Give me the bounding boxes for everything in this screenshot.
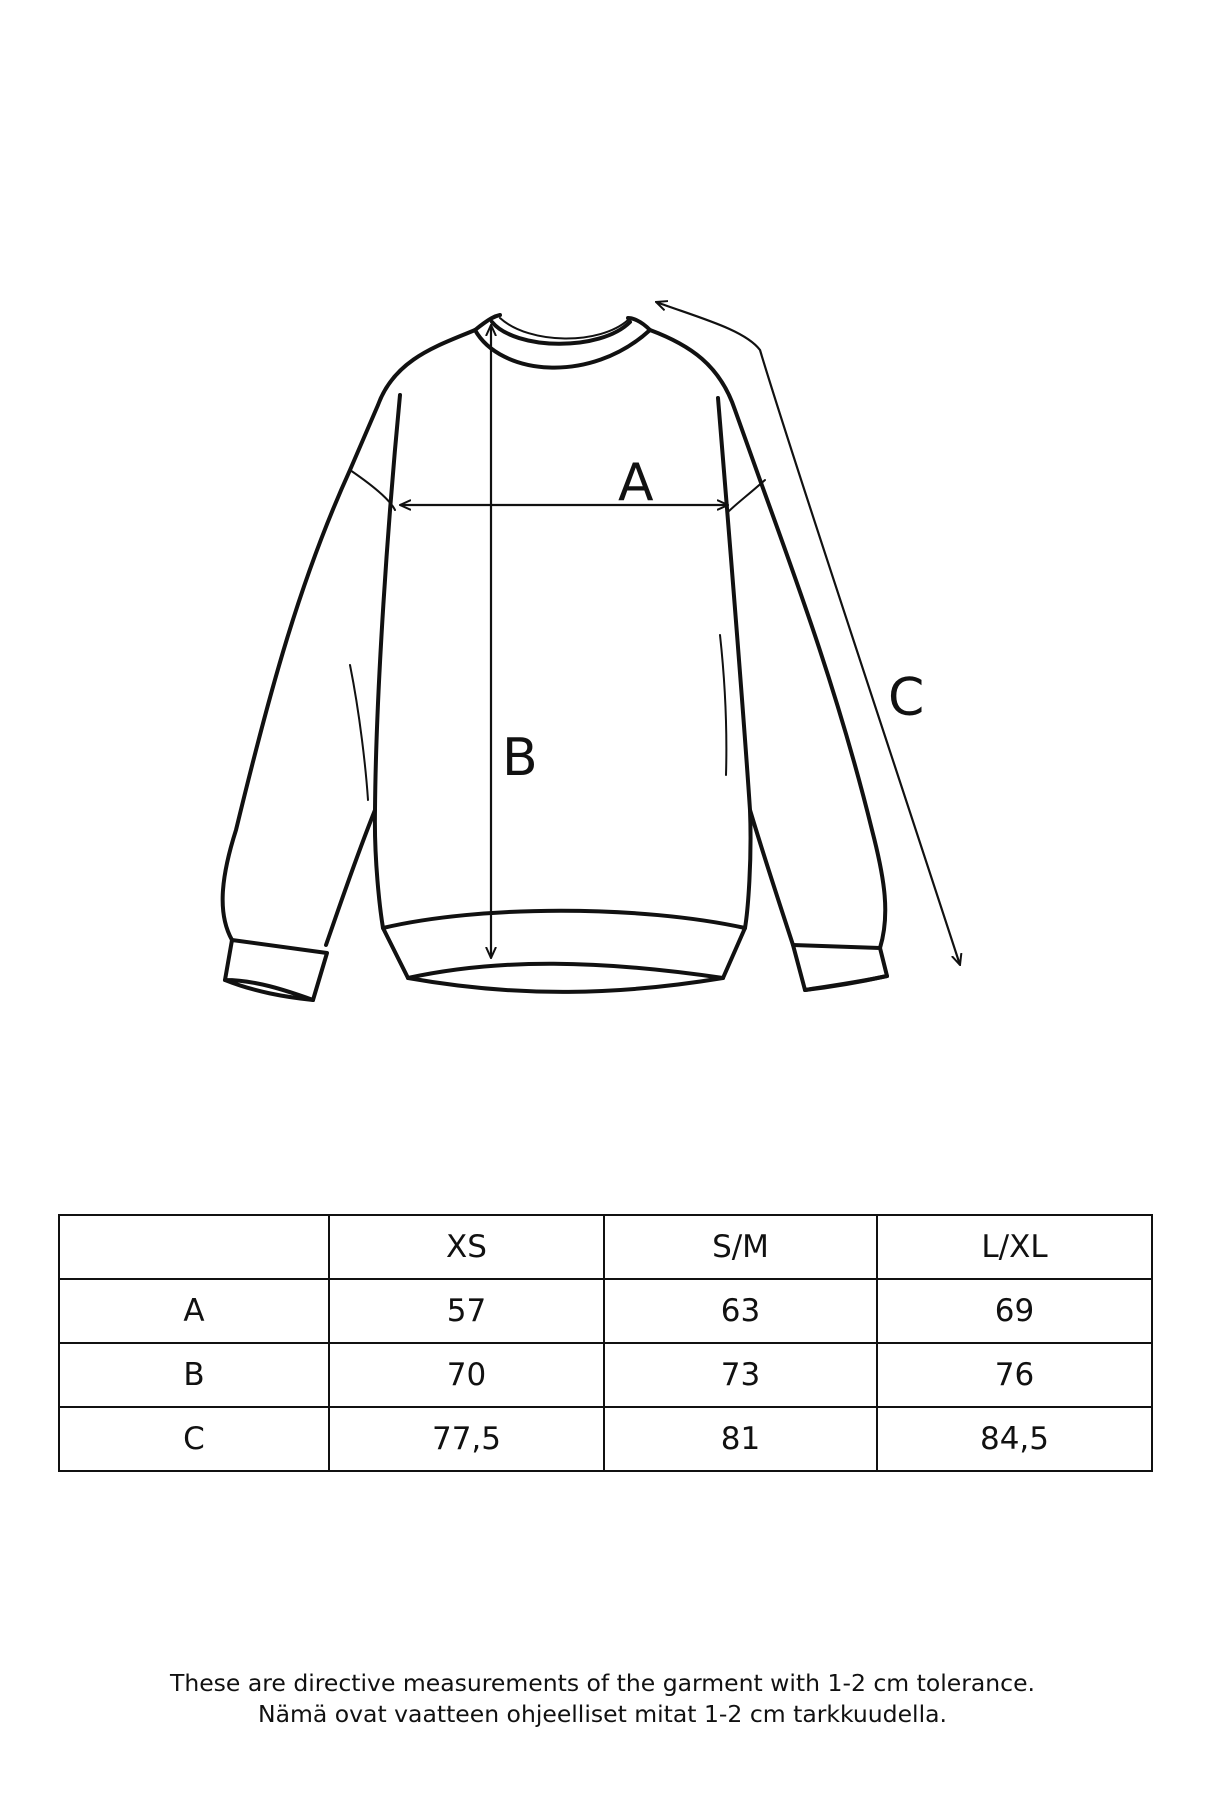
table-cell: 63 xyxy=(604,1279,877,1343)
table-cell: 70 xyxy=(329,1343,604,1407)
footnote xyxy=(0,1668,1205,1730)
table-cell: 73 xyxy=(604,1343,877,1407)
size-table xyxy=(58,1214,1153,1472)
measure-a-label: A xyxy=(618,453,654,513)
sweatshirt-outline xyxy=(223,315,887,1000)
left-sleeve-inner xyxy=(326,810,375,945)
row-label-b: B xyxy=(59,1343,329,1407)
measure-c-label: C xyxy=(888,668,925,728)
collar-inner xyxy=(492,322,630,344)
header-corner-cell xyxy=(59,1215,329,1279)
hem-band xyxy=(383,911,745,978)
body-left-side xyxy=(375,395,400,928)
right-shoulder-seam xyxy=(728,480,765,512)
collar-outer xyxy=(475,330,650,368)
footnote-finnish: Nämä ovat vaatteen ohjeelliset mitat 1-2 cm tarkkuudella. xyxy=(258,1700,947,1728)
table-cell: 76 xyxy=(877,1343,1152,1407)
row-label-a: A xyxy=(59,1279,329,1343)
right-fold-line xyxy=(720,635,726,775)
left-sleeve-outer xyxy=(223,330,475,940)
left-fold-line xyxy=(350,665,368,800)
measure-b-label: B xyxy=(502,728,538,788)
table-cell: 69 xyxy=(877,1279,1152,1343)
header-size-sm: S/M xyxy=(604,1215,877,1279)
table-row xyxy=(59,1343,1152,1407)
table-cell: 84,5 xyxy=(877,1407,1152,1471)
right-sleeve-inner xyxy=(750,810,793,945)
measure-c-arrow xyxy=(656,302,960,965)
footnote-english: These are directive measurements of the garment with 1-2 cm tolerance. xyxy=(169,1669,1036,1697)
table-cell: 57 xyxy=(329,1279,604,1343)
right-sleeve-outer xyxy=(650,330,885,948)
left-shoulder-seam xyxy=(350,470,395,510)
table-header-row xyxy=(59,1215,1152,1279)
header-size-lxl: L/XL xyxy=(877,1215,1152,1279)
table-cell: 81 xyxy=(604,1407,877,1471)
header-size-xs: XS xyxy=(329,1215,604,1279)
right-cuff-bottom xyxy=(805,976,887,990)
row-label-c: C xyxy=(59,1407,329,1471)
left-cuff xyxy=(225,940,327,1000)
table-row xyxy=(59,1407,1152,1471)
hem-bottom xyxy=(408,978,723,992)
left-cuff-bottom xyxy=(225,980,313,1000)
table-row xyxy=(59,1279,1152,1343)
table-cell: 77,5 xyxy=(329,1407,604,1471)
